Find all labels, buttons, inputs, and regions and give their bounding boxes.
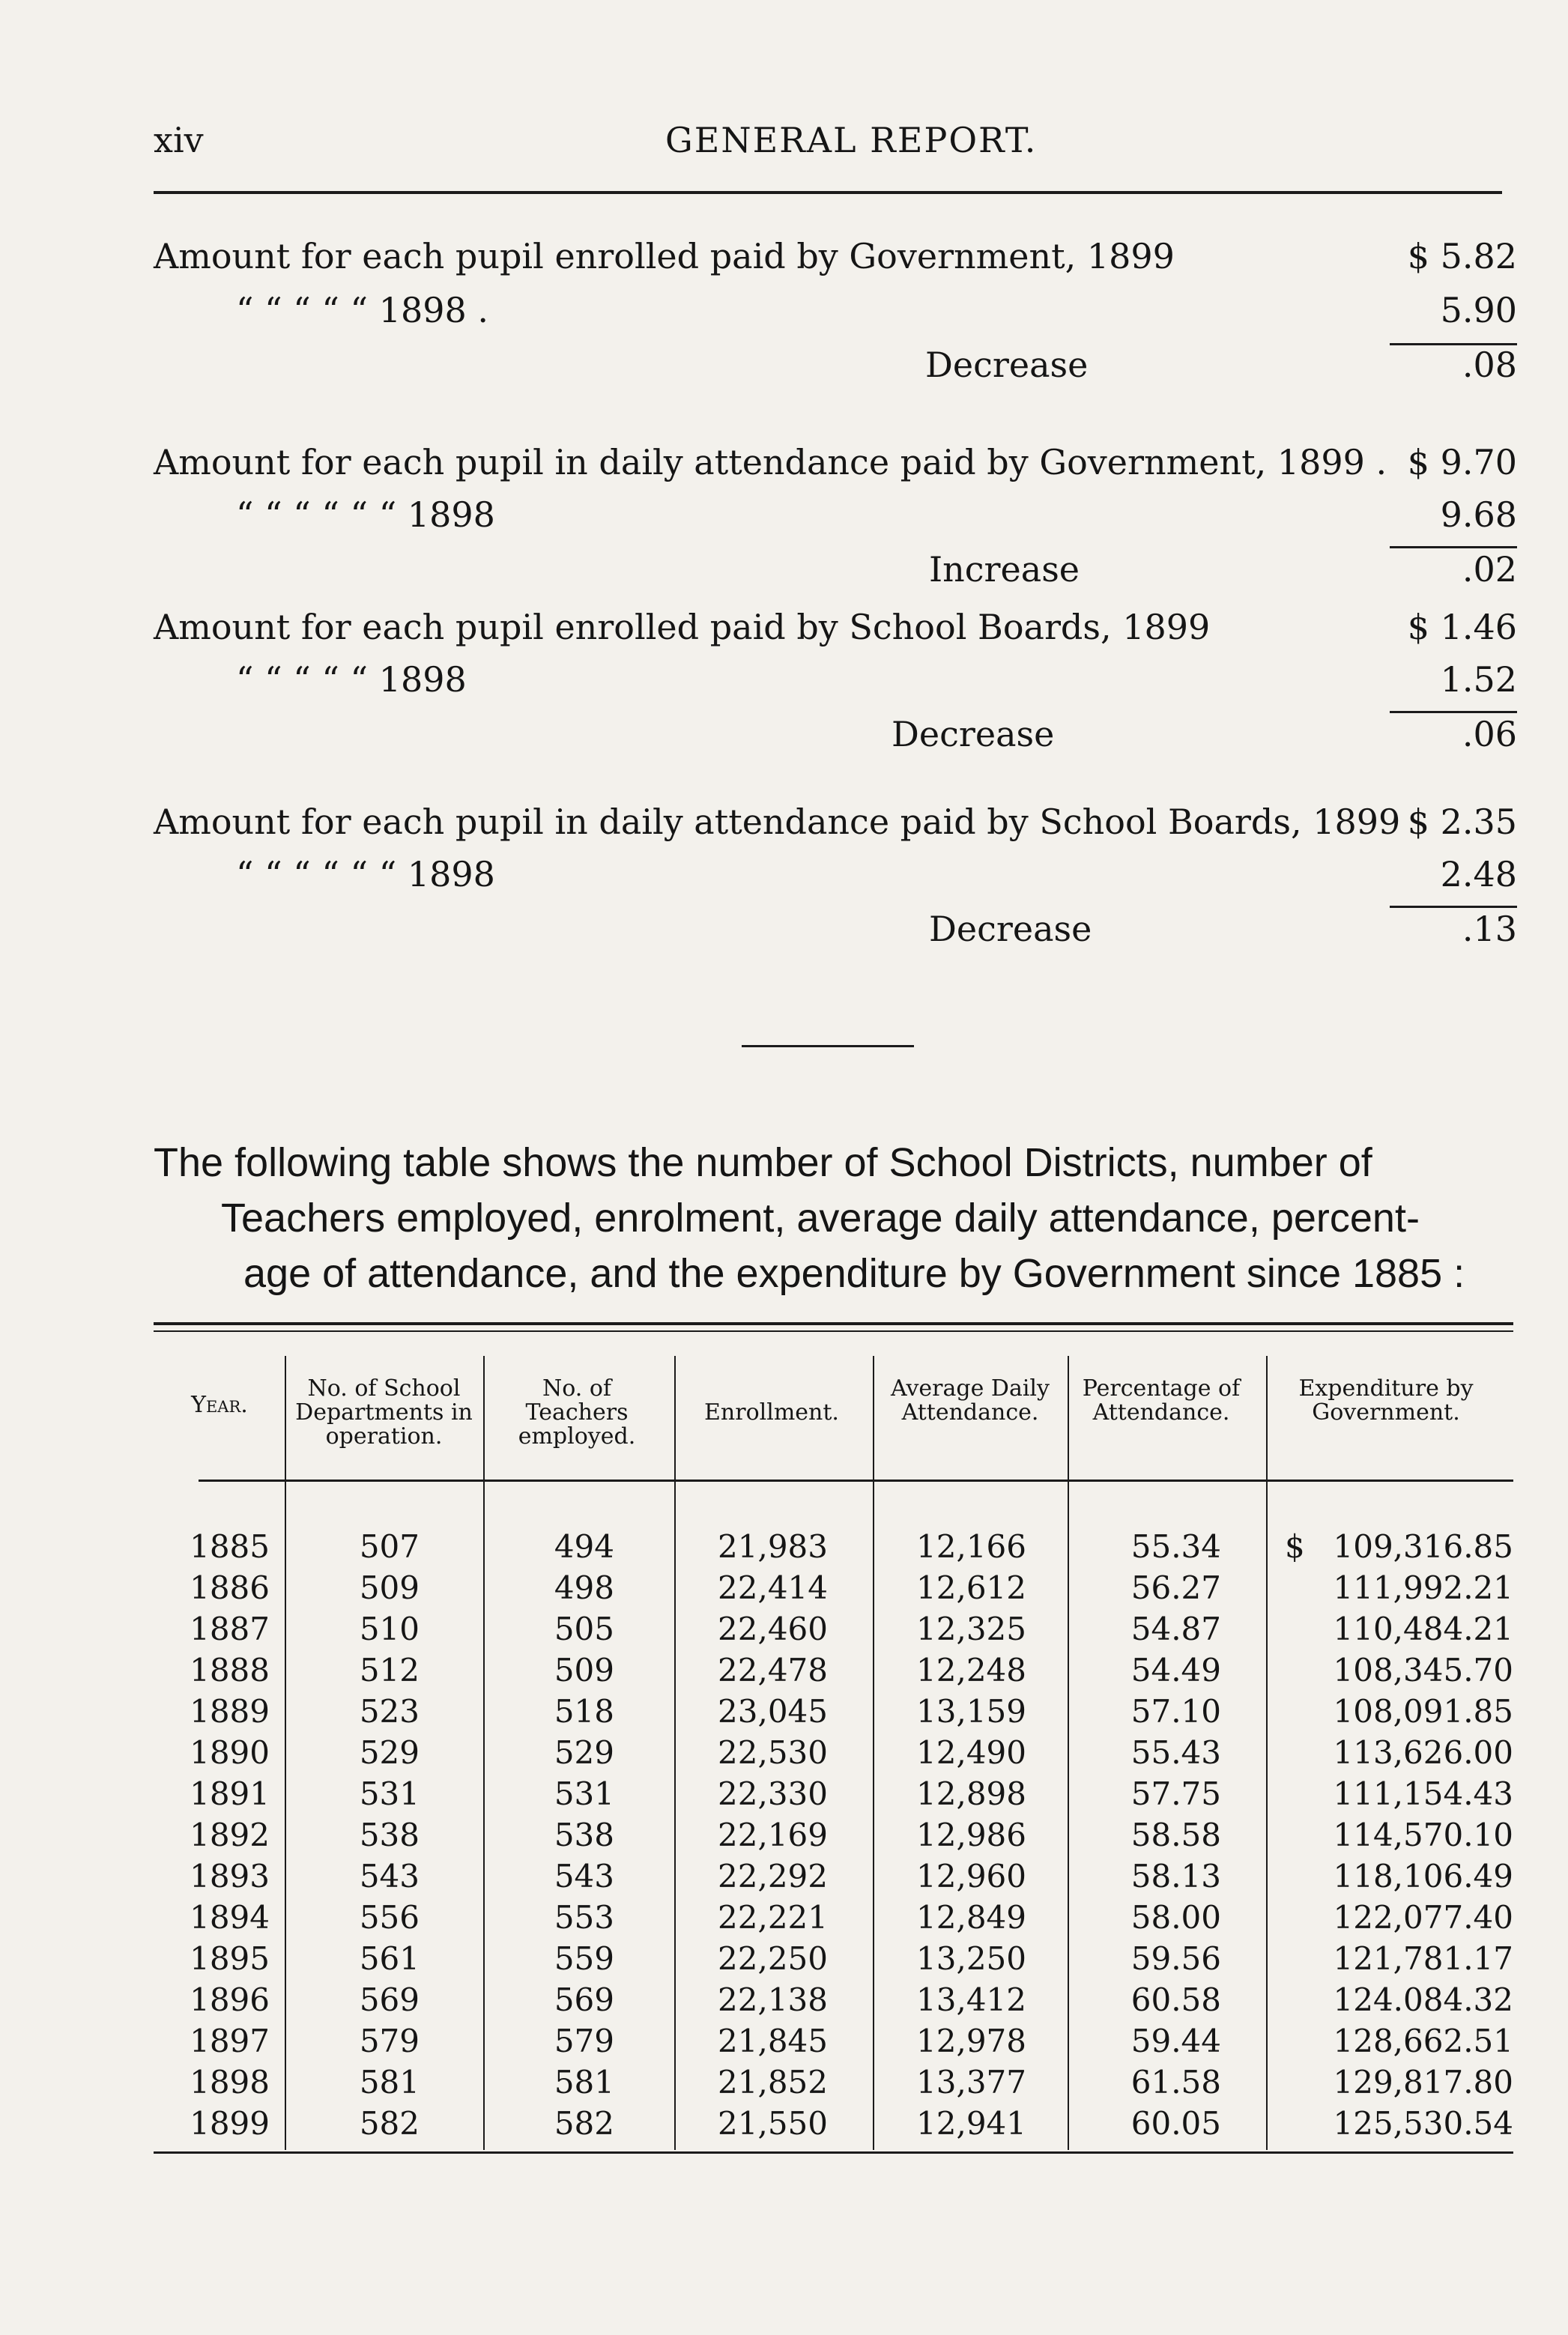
cell-enrollment: 21,845 [718, 2023, 828, 2059]
summary-amount: .06 [1462, 714, 1517, 754]
cell-percentage: 60.58 [1130, 1981, 1221, 2018]
cell-teachers: 494 [554, 1528, 614, 1565]
summary-amount: $ 5.82 [1407, 236, 1517, 276]
cell-departments: 543 [359, 1858, 420, 1895]
cell-expenditure: 113,626.00 [1333, 1734, 1513, 1771]
cell-percentage: 60.05 [1130, 2105, 1221, 2142]
summary-line: “ “ “ “ “ 1898 . [236, 290, 489, 330]
col-header-teachers: No. of Teachers employed. [518, 1375, 636, 1450]
cell-percentage: 58.00 [1130, 1899, 1221, 1936]
cell-teachers: 518 [554, 1693, 614, 1730]
summary-amount: 2.48 [1440, 854, 1517, 894]
table-header-rule [199, 1480, 1513, 1482]
cell-average-attendance: 12,986 [916, 1817, 1026, 1853]
currency-mark: $ [1285, 1528, 1305, 1565]
sum-underline [1390, 711, 1517, 713]
col-header-percentage: Percentage of Attendance. [1082, 1375, 1241, 1426]
cell-average-attendance: 12,490 [916, 1734, 1026, 1771]
summary-amount: 9.68 [1440, 494, 1517, 535]
cell-percentage: 55.34 [1130, 1528, 1221, 1565]
column-divider [873, 1356, 874, 2150]
column-divider [674, 1356, 676, 2150]
summary-line: Increase [929, 549, 1080, 590]
cell-expenditure: 114,570.10 [1333, 1817, 1513, 1853]
cell-enrollment: 21,983 [718, 1528, 828, 1565]
cell-expenditure: 109,316.85 [1333, 1528, 1513, 1565]
cell-teachers: 509 [554, 1652, 614, 1689]
cell-enrollment: 22,138 [718, 1981, 828, 2018]
cell-expenditure: 108,091.85 [1333, 1693, 1513, 1730]
cell-average-attendance: 12,960 [916, 1858, 1026, 1895]
cell-departments: 523 [359, 1693, 420, 1730]
col-header-enrollment: Enrollment. [704, 1399, 839, 1426]
cell-departments: 579 [359, 2023, 420, 2059]
cell-year: 1899 [190, 2105, 270, 2142]
header-rule [154, 191, 1502, 194]
col-header-departments: No. of School Departments in operation. [295, 1375, 473, 1450]
cell-departments: 509 [359, 1569, 420, 1606]
cell-enrollment: 21,852 [718, 2064, 828, 2101]
cell-year: 1895 [190, 1940, 270, 1977]
summary-line: “ “ “ “ “ “ 1898 [236, 494, 495, 535]
cell-year: 1897 [190, 2023, 270, 2059]
summary-line: Decrease [892, 714, 1055, 754]
cell-enrollment: 21,550 [718, 2105, 828, 2142]
cell-enrollment: 22,530 [718, 1734, 828, 1771]
cell-teachers: 582 [554, 2105, 614, 2142]
cell-year: 1898 [190, 2064, 270, 2101]
cell-percentage: 59.56 [1130, 1940, 1221, 1977]
summary-line: Amount for each pupil enrolled paid by Government, 1899 [154, 236, 1175, 276]
cell-percentage: 56.27 [1130, 1569, 1221, 1606]
cell-year: 1891 [190, 1775, 270, 1812]
summary-amount: .13 [1462, 909, 1517, 949]
cell-departments: 561 [359, 1940, 420, 1977]
cell-expenditure: 129,817.80 [1333, 2064, 1513, 2101]
cell-departments: 569 [359, 1981, 420, 2018]
cell-percentage: 54.49 [1130, 1652, 1221, 1689]
cell-percentage: 59.44 [1130, 2023, 1221, 2059]
summary-line: Amount for each pupil in daily attendance paid by Government, 1899 . [154, 442, 1387, 482]
cell-departments: 581 [359, 2064, 420, 2101]
column-divider [1266, 1356, 1268, 2150]
cell-average-attendance: 12,978 [916, 2023, 1026, 2059]
cell-teachers: 553 [554, 1899, 614, 1936]
column-divider [483, 1356, 485, 2150]
summary-amount: .08 [1462, 345, 1517, 385]
cell-year: 1885 [190, 1528, 270, 1565]
cell-percentage: 57.10 [1130, 1693, 1221, 1730]
cell-teachers: 543 [554, 1858, 614, 1895]
sum-underline [1390, 906, 1517, 908]
page-title: GENERAL REPORT. [665, 120, 1038, 160]
cell-percentage: 57.75 [1130, 1775, 1221, 1812]
summary-line: Amount for each pupil enrolled paid by School Boards, 1899 [154, 607, 1211, 647]
cell-departments: 531 [359, 1775, 420, 1812]
cell-average-attendance: 12,325 [916, 1611, 1026, 1647]
summary-amount: 1.52 [1440, 659, 1517, 700]
cell-enrollment: 22,460 [718, 1611, 828, 1647]
table-intro [154, 1135, 1525, 1301]
cell-enrollment: 23,045 [718, 1693, 828, 1730]
column-divider [285, 1356, 286, 2150]
cell-teachers: 531 [554, 1775, 614, 1812]
cell-average-attendance: 13,250 [916, 1940, 1026, 1977]
cell-year: 1894 [190, 1899, 270, 1936]
intro-line-3: age of attendance, and the expenditure by Government since 1885 : [243, 1251, 1465, 1296]
summary-block [154, 236, 1517, 985]
cell-average-attendance: 13,412 [916, 1981, 1026, 2018]
cell-year: 1890 [190, 1734, 270, 1771]
cell-average-attendance: 12,941 [916, 2105, 1026, 2142]
intro-line-2: Teachers employed, enrolment, average daily attendance, percent- [221, 1196, 1420, 1241]
cell-teachers: 569 [554, 1981, 614, 2018]
cell-expenditure: 110,484.21 [1333, 1611, 1513, 1647]
cell-teachers: 559 [554, 1940, 614, 1977]
summary-line: “ “ “ “ “ “ 1898 [236, 854, 495, 894]
cell-departments: 529 [359, 1734, 420, 1771]
section-divider [742, 1045, 914, 1047]
cell-enrollment: 22,250 [718, 1940, 828, 1977]
col-header-average-attendance: Average Daily Attendance. [891, 1375, 1050, 1426]
cell-teachers: 579 [554, 2023, 614, 2059]
cell-expenditure: 118,106.49 [1333, 1858, 1513, 1895]
col-header-expenditure: Expenditure by Government. [1298, 1375, 1474, 1426]
cell-expenditure: 122,077.40 [1333, 1899, 1513, 1936]
cell-year: 1889 [190, 1693, 270, 1730]
cell-expenditure: 108,345.70 [1333, 1652, 1513, 1689]
cell-percentage: 58.58 [1130, 1817, 1221, 1853]
cell-percentage: 61.58 [1130, 2064, 1221, 2101]
page-number: xiv [154, 120, 204, 160]
cell-year: 1896 [190, 1981, 270, 2018]
intro-line-1: The following table shows the number of School Districts, number of [154, 1140, 1372, 1185]
cell-percentage: 55.43 [1130, 1734, 1221, 1771]
cell-departments: 582 [359, 2105, 420, 2142]
cell-average-attendance: 13,377 [916, 2064, 1026, 2101]
cell-expenditure: 111,992.21 [1333, 1569, 1513, 1606]
cell-percentage: 54.87 [1130, 1611, 1221, 1647]
sum-underline [1390, 546, 1517, 548]
cell-teachers: 498 [554, 1569, 614, 1606]
cell-departments: 512 [359, 1652, 420, 1689]
cell-average-attendance: 12,612 [916, 1569, 1026, 1606]
cell-teachers: 581 [554, 2064, 614, 2101]
column-divider [1068, 1356, 1069, 2150]
summary-line: “ “ “ “ “ 1898 [236, 659, 467, 700]
summary-line: Decrease [925, 345, 1089, 385]
cell-enrollment: 22,292 [718, 1858, 828, 1895]
cell-year: 1893 [190, 1858, 270, 1895]
cell-percentage: 58.13 [1130, 1858, 1221, 1895]
cell-expenditure: 121,781.17 [1333, 1940, 1513, 1977]
cell-enrollment: 22,478 [718, 1652, 828, 1689]
cell-departments: 507 [359, 1528, 420, 1565]
summary-amount: $ 1.46 [1407, 607, 1517, 647]
cell-enrollment: 22,414 [718, 1569, 828, 1606]
cell-year: 1888 [190, 1652, 270, 1689]
cell-enrollment: 22,169 [718, 1817, 828, 1853]
cell-expenditure: 125,530.54 [1333, 2105, 1513, 2142]
cell-average-attendance: 12,248 [916, 1652, 1026, 1689]
cell-departments: 556 [359, 1899, 420, 1936]
table-top-rule-thin [154, 1330, 1513, 1332]
summary-amount: 5.90 [1440, 290, 1517, 330]
table-top-rule [154, 1322, 1513, 1325]
summary-line: Amount for each pupil in daily attendance paid by School Boards, 1899 [154, 802, 1401, 842]
summary-amount: $ 9.70 [1407, 442, 1517, 482]
cell-average-attendance: 13,159 [916, 1693, 1026, 1730]
col-header-year: Year. [191, 1392, 248, 1418]
cell-average-attendance: 12,898 [916, 1775, 1026, 1812]
cell-teachers: 538 [554, 1817, 614, 1853]
cell-teachers: 529 [554, 1734, 614, 1771]
cell-expenditure: 111,154.43 [1333, 1775, 1513, 1812]
cell-average-attendance: 12,166 [916, 1528, 1026, 1565]
cell-expenditure: 124.084.32 [1333, 1981, 1513, 2018]
cell-departments: 538 [359, 1817, 420, 1853]
cell-enrollment: 22,221 [718, 1899, 828, 1936]
cell-enrollment: 22,330 [718, 1775, 828, 1812]
cell-expenditure: 128,662.51 [1333, 2023, 1513, 2059]
summary-line: Decrease [929, 909, 1092, 949]
table-bottom-rule [154, 2151, 1513, 2154]
cell-departments: 510 [359, 1611, 420, 1647]
summary-amount: $ 2.35 [1407, 802, 1517, 842]
cell-year: 1892 [190, 1817, 270, 1853]
cell-teachers: 505 [554, 1611, 614, 1647]
cell-year: 1887 [190, 1611, 270, 1647]
summary-amount: .02 [1462, 549, 1517, 590]
cell-average-attendance: 12,849 [916, 1899, 1026, 1936]
cell-year: 1886 [190, 1569, 270, 1606]
